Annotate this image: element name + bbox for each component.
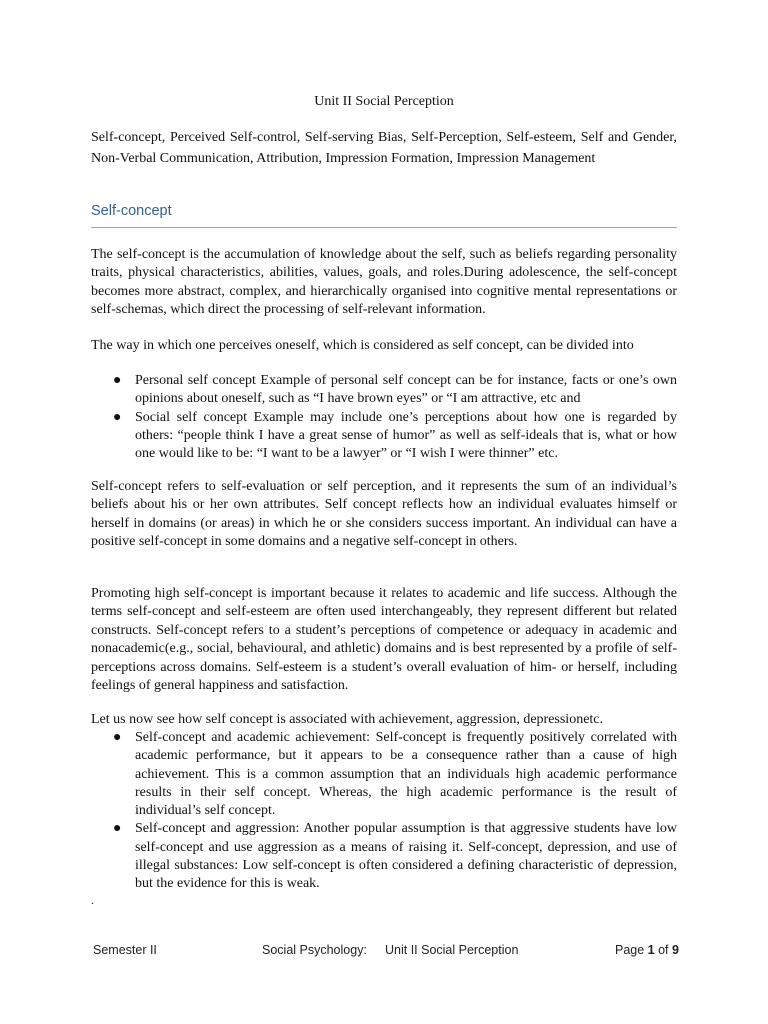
paragraph-4: Promoting high self-concept is important because it relates to academic and life success. Although the terms self-concept and self-esteem are often used interchangeably, they represent different but related constructs. Self-concept refers to a student’s perceptions of competence or adequacy in academic and nonacademic(e.g., social, behavioural, and athletic) domains and is best represented by a profile of self-perceptions across domains. Self-esteem is a student’s overall evaluation of him- or herself, including feelings of general happiness and satisfaction.: [91, 586, 677, 694]
stray-mark: .: [91, 893, 94, 907]
list-item-text: Social self concept Example may include one’s perceptions about how one is regarded by others: “people think I have a great sense of humor” as well as self-ideals that is, what or how one would like to be: “I want to be a lawyer” or “I wish I were thinner” etc.: [135, 409, 677, 462]
footer-semester: Semester II: [93, 943, 157, 957]
page-of: of: [654, 943, 672, 957]
list-item-text: Self-concept and academic achievement: Self-concept is frequently positively correlated with academic performance, but it appears to be a consequence rather than a cause of high achievement. This is a common assumption that an individuals high academic performance results in their self concept. Whereas, the high academic performance is the result of individual’s self concept.: [135, 730, 677, 819]
page-prefix: Page: [615, 943, 648, 957]
footer-page-number: [615, 943, 679, 957]
paragraph-5: Let us now see how self concept is associated with achievement, aggression, depressionetc.: [91, 712, 604, 727]
footer-course: Social Psychology:: [262, 943, 367, 957]
page-total: 9: [672, 943, 679, 957]
bullet-list-2: [91, 729, 677, 894]
list-item: [91, 729, 677, 820]
paragraph-2: The way in which one perceives oneself, which is considered as self concept, can be divided into: [91, 338, 634, 353]
paragraph-1: The self-concept is the accumulation of knowledge about the self, such as beliefs regarding personality traits, physical characteristics, abilities, values, goals, and roles.During adolescence, the self-concept becomes more abstract, complex, and hierarchically organised into cognitive mental representations or self-schemas, which direct the processing of self-relevant information.: [91, 247, 677, 318]
section-heading: Self-concept: [91, 203, 172, 219]
list-item: [91, 372, 677, 409]
page-current: 1: [647, 943, 655, 957]
list-item: [91, 409, 677, 464]
page-title: Unit II Social Perception: [314, 94, 454, 109]
list-item-text: Self-concept and aggression: Another popular assumption is that aggressive students have low self-concept and use aggression as a means of raising it. Self-concept, depression, and use of illegal substances: Low self-concept is often considered a defining characteristic of depression, but the evidence for this is weak.: [135, 821, 677, 892]
bullet-icon: ●: [113, 821, 122, 837]
bullet-icon: ●: [113, 409, 122, 425]
bullet-icon: ●: [113, 730, 122, 745]
bullet-list-1: [91, 372, 677, 463]
list-item: [91, 820, 677, 893]
bullet-icon: ●: [113, 373, 122, 388]
list-item-text: Personal self concept Example of personal self concept can be for instance, facts or one’s own opinions about oneself, such as “I have brown eyes” or “I am attractive, etc and: [135, 373, 677, 407]
footer-unit: Unit II Social Perception: [385, 943, 519, 957]
paragraph-3: Self-concept refers to self-evaluation or self perception, and it represents the sum of an individual’s beliefs about his or her own attributes. Self concept reflects how an individual evaluates himself or herself in domains (or areas) in which he or she considers success important. An individual can have a positive self-concept in some domains and a negative self-concept in others.: [91, 479, 677, 550]
topics-paragraph: Self-concept, Perceived Self-control, Self-serving Bias, Self-Perception, Self-esteem, Self and Gender, Non-Verbal Communication, Attribution, Impression Formation, Impression Management: [91, 130, 677, 166]
heading-underline: [91, 227, 677, 228]
